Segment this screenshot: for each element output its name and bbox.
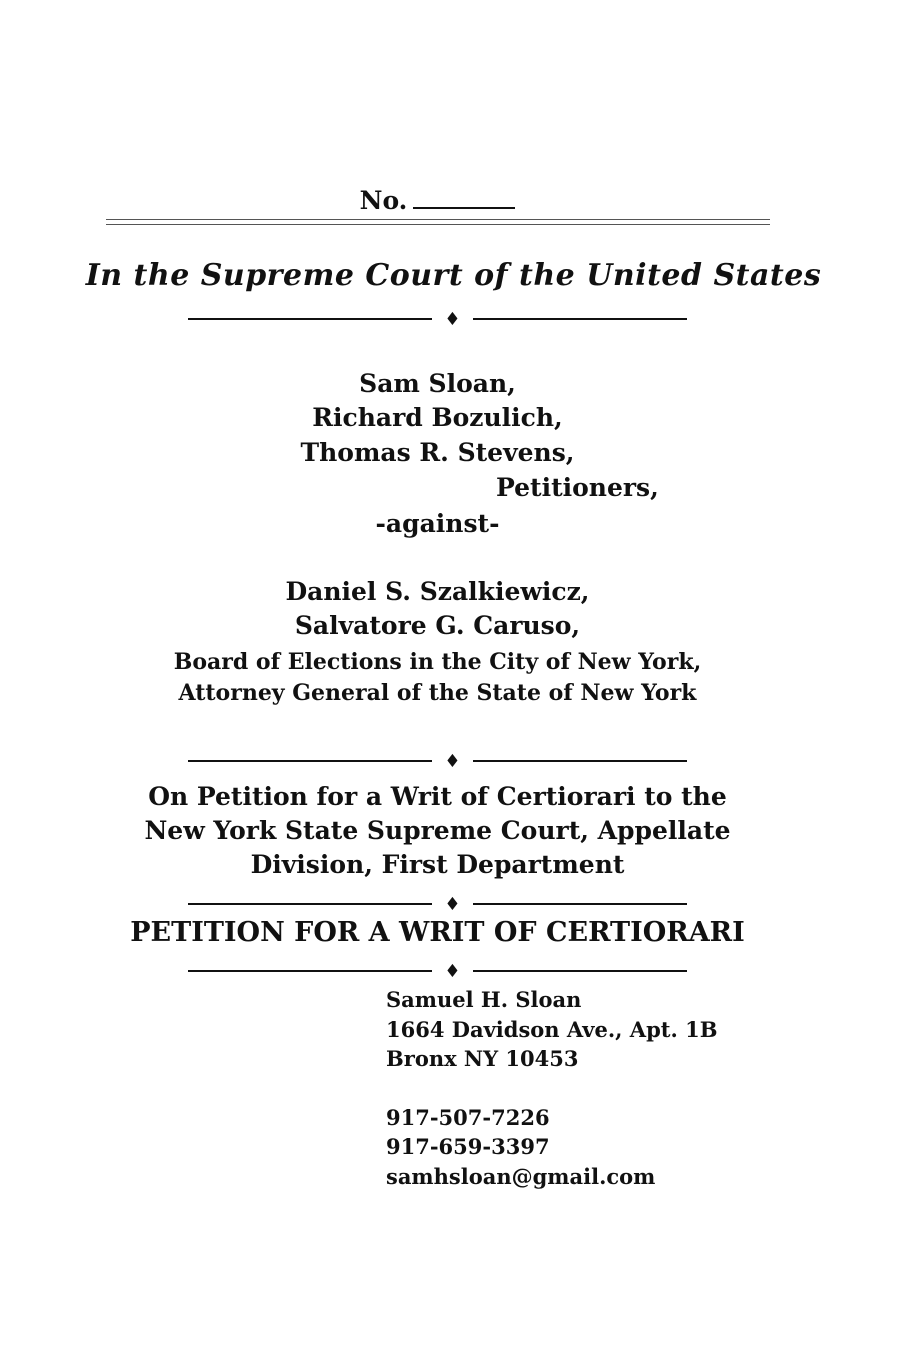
respondent-3: Board of Elections in the City of New York, — [173, 649, 702, 675]
separator-rule-left — [188, 760, 432, 762]
header-double-rule — [106, 219, 770, 225]
counsel-email: samhsloan@gmail.com — [386, 1164, 656, 1189]
respondent-1: Daniel S. Szalkiewicz, — [285, 577, 590, 606]
writ-description-line-1: On Petition for a Writ of Certiorari to the — [148, 782, 727, 811]
separator-rule-left — [188, 903, 432, 905]
case-number — [0, 185, 875, 215]
counsel-phone-2: 917-659-3397 — [386, 1134, 550, 1159]
document-title: PETITION FOR A WRIT OF CERTIORARI — [130, 917, 745, 948]
court-title: In the Supreme Court of the United States — [85, 258, 822, 293]
petitioner-1: Sam Sloan, — [359, 369, 516, 398]
separator-rule-right — [473, 970, 687, 972]
diamond-icon: ♦ — [444, 308, 461, 330]
separator-1 — [0, 308, 875, 330]
writ-description-line-3: Division, First Department — [250, 850, 625, 879]
petitioners-label: Petitioners, — [496, 473, 659, 502]
diamond-icon: ♦ — [444, 893, 461, 915]
writ-description-line-2: New York State Supreme Court, Appellate — [144, 816, 731, 845]
counsel-address-line-2: Bronx NY 10453 — [386, 1046, 579, 1071]
separator-3 — [0, 893, 875, 915]
against-label: -against- — [375, 509, 500, 538]
separator-rule-left — [188, 970, 432, 972]
separator-4 — [0, 960, 875, 982]
petitioner-2: Richard Bozulich, — [312, 403, 563, 432]
separator-rule-right — [473, 903, 687, 905]
respondent-2: Salvatore G. Caruso, — [294, 611, 581, 640]
separator-rule-right — [473, 760, 687, 762]
counsel-phone-1: 917-507-7226 — [386, 1105, 550, 1130]
separator-2 — [0, 750, 875, 772]
diamond-icon: ♦ — [444, 960, 461, 982]
counsel-address-line-1: 1664 Davidson Ave., Apt. 1B — [386, 1017, 718, 1042]
case-number-label: No. — [359, 186, 408, 215]
case-number-blank — [413, 185, 515, 209]
counsel-name: Samuel H. Sloan — [386, 987, 582, 1012]
separator-rule-left — [188, 318, 432, 320]
respondent-4: Attorney General of the State of New York — [178, 680, 697, 706]
petitioner-3: Thomas R. Stevens, — [300, 438, 575, 467]
separator-rule-right — [473, 318, 687, 320]
diamond-icon: ♦ — [444, 750, 461, 772]
